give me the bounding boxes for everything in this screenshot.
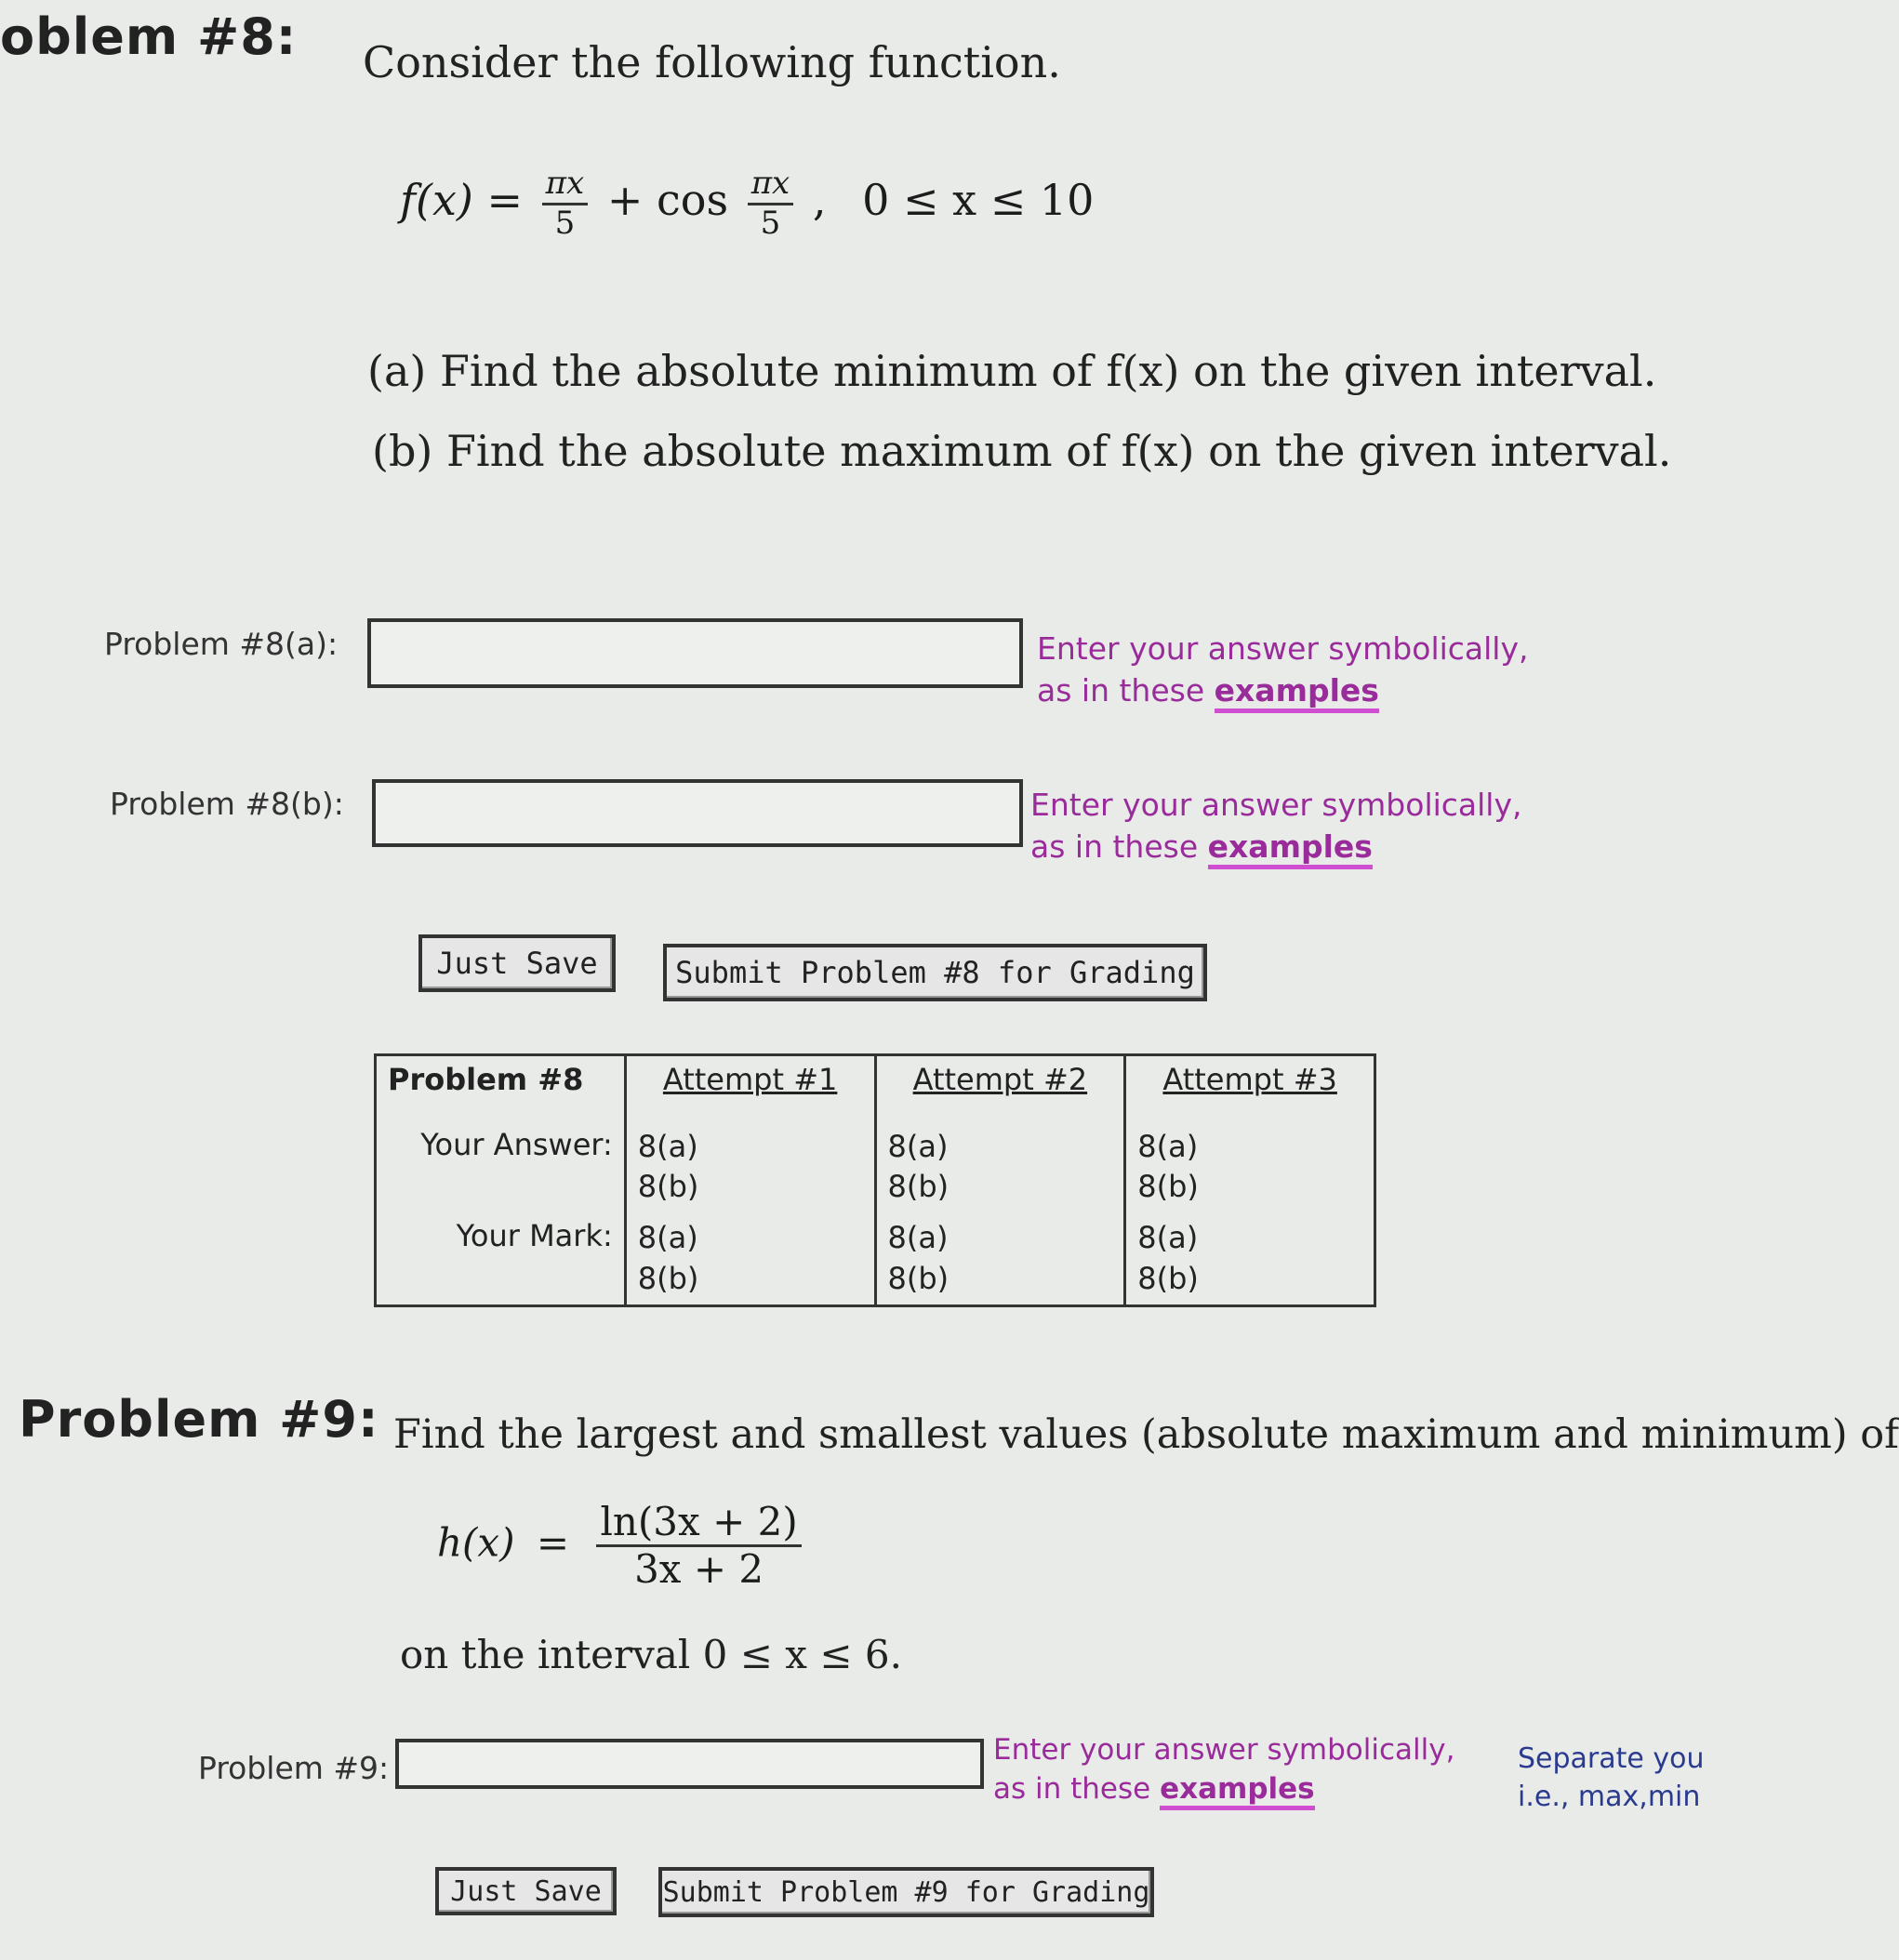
problem-8a-hint xyxy=(1037,629,1529,711)
attempt-3-marks xyxy=(1125,1212,1375,1305)
formula-fraction-1 xyxy=(542,167,589,240)
problem-8a-answer-input[interactable] xyxy=(367,618,1023,688)
attempt-1-header xyxy=(625,1055,875,1122)
answer-8b: 8(b) xyxy=(1137,1169,1199,1205)
problem-8b-hint xyxy=(1030,785,1522,867)
fraction-1-denominator: 5 xyxy=(554,204,576,242)
hint-text-line1: Enter your answer symbolically, xyxy=(993,1733,1455,1767)
formula-plus: + xyxy=(606,175,644,226)
problem-8-intro: Consider the following function. xyxy=(363,37,1061,87)
mark-8a: 8(a) xyxy=(887,1220,949,1256)
fraction-1-numerator: πx xyxy=(542,167,589,205)
hint-text-line2: as in these xyxy=(993,1771,1151,1806)
answer-8a: 8(a) xyxy=(637,1129,698,1164)
answer-8a: 8(a) xyxy=(887,1129,949,1164)
attempt-2-answers xyxy=(875,1121,1125,1212)
formula-equals: = xyxy=(536,1519,570,1566)
problem-9-side-note xyxy=(1518,1741,1705,1816)
side-note-line2: i.e., max,min xyxy=(1518,1780,1701,1813)
answer-8b: 8(b) xyxy=(887,1169,950,1205)
attempt-3-header xyxy=(1125,1055,1375,1122)
problem-8b-answer-input[interactable] xyxy=(372,779,1023,847)
problem-9-hint xyxy=(993,1731,1454,1809)
problem-8-part-b: (b) Find the absolute maximum of f(x) on the given interval. xyxy=(372,426,1672,476)
attempt-2-header xyxy=(875,1055,1125,1122)
formula-domain: 0 ≤ x ≤ 10 xyxy=(862,175,1095,226)
mark-8b: 8(b) xyxy=(887,1260,950,1296)
problem-8b-label: Problem #8(b): xyxy=(110,786,344,822)
formula-equals: = xyxy=(486,175,524,226)
fraction-2-denominator: 5 xyxy=(760,204,781,242)
formula-fraction xyxy=(596,1499,801,1593)
problem-9-answer-input[interactable] xyxy=(395,1739,984,1789)
mark-8a: 8(a) xyxy=(1137,1220,1199,1256)
problem-8-formula xyxy=(400,167,1094,240)
formula-fraction-2 xyxy=(748,167,794,240)
attempt-2-label: Attempt #2 xyxy=(912,1062,1088,1097)
your-mark-label: Your Mark: xyxy=(376,1212,626,1305)
hint-text-line2: as in these xyxy=(1030,828,1199,865)
attempt-1-marks xyxy=(625,1212,875,1305)
attempts-table-header: Problem #8 xyxy=(376,1055,626,1122)
problem-9-heading: Problem #9: xyxy=(19,1390,379,1449)
formula-lhs: f(x) xyxy=(400,175,473,226)
examples-link[interactable]: examples xyxy=(1208,828,1373,869)
fraction-numerator: ln(3x + 2) xyxy=(596,1502,801,1547)
attempt-1-answers xyxy=(625,1121,875,1212)
problem-8-just-save-button[interactable]: Just Save xyxy=(418,934,616,992)
fraction-2-numerator: πx xyxy=(748,167,794,205)
attempt-3-answers xyxy=(1125,1121,1375,1212)
formula-comma: , xyxy=(812,175,827,226)
mark-8a: 8(a) xyxy=(637,1220,698,1256)
examples-link[interactable]: examples xyxy=(1215,672,1379,713)
problem-8a-label: Problem #8(a): xyxy=(104,626,339,662)
answer-8a: 8(a) xyxy=(1137,1129,1199,1164)
attempt-3-label: Attempt #3 xyxy=(1162,1062,1337,1097)
problem-8-part-a: (a) Find the absolute minimum of f(x) on the given interval. xyxy=(367,346,1657,396)
problem-9-intro: Find the largest and smallest values (absolute maximum and minimum) of xyxy=(393,1411,1899,1458)
hint-text-line1: Enter your answer symbolically, xyxy=(1030,787,1522,823)
attempt-1-label: Attempt #1 xyxy=(662,1062,838,1097)
problem-8-submit-button[interactable]: Submit Problem #8 for Grading xyxy=(663,944,1207,1001)
answer-8b: 8(b) xyxy=(637,1169,699,1205)
your-answer-label: Your Answer: xyxy=(376,1121,626,1212)
formula-lhs: h(x) xyxy=(437,1519,515,1566)
problem-8-heading: oblem #8: xyxy=(0,7,298,66)
attempt-2-marks xyxy=(875,1212,1125,1305)
mark-8b: 8(b) xyxy=(1137,1260,1199,1296)
examples-link[interactable]: examples xyxy=(1160,1772,1315,1810)
formula-cos: cos xyxy=(657,175,729,226)
problem-9-just-save-button[interactable]: Just Save xyxy=(435,1867,617,1915)
side-note-line1: Separate you xyxy=(1518,1742,1705,1775)
problem-9-formula xyxy=(437,1499,807,1593)
hint-text-line1: Enter your answer symbolically, xyxy=(1037,630,1529,667)
mark-8b: 8(b) xyxy=(637,1260,699,1296)
problem-9-submit-button[interactable]: Submit Problem #9 for Grading xyxy=(658,1867,1154,1917)
fraction-denominator: 3x + 2 xyxy=(634,1546,764,1593)
hint-text-line2: as in these xyxy=(1037,671,1205,709)
attempts-table xyxy=(374,1053,1376,1307)
problem-9-interval: on the interval 0 ≤ x ≤ 6. xyxy=(400,1632,902,1677)
problem-9-label: Problem #9: xyxy=(198,1750,390,1786)
